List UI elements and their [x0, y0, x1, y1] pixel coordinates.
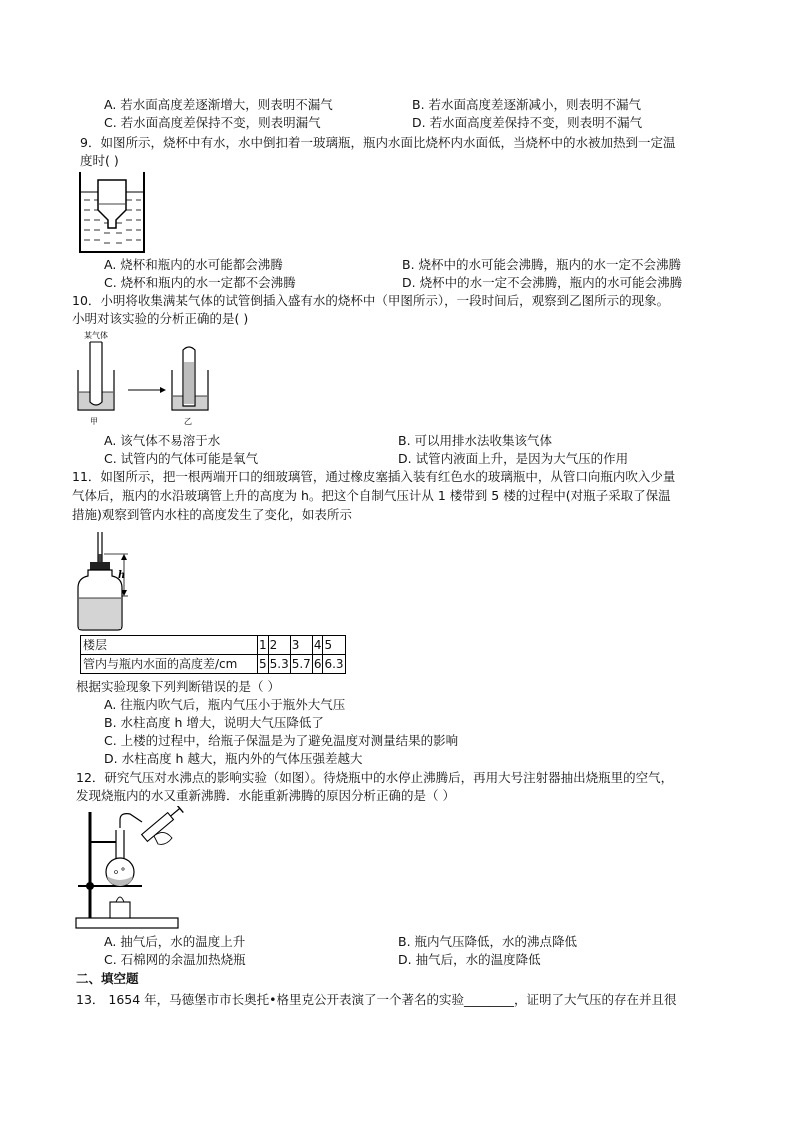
q9-option-d: D. 烧杯中的水一定不会沸腾，瓶内的水可能会沸腾: [402, 275, 683, 290]
q10-test-tube-figure: [74, 328, 224, 430]
q12-option-a: A. 抽气后，水的温度上升: [104, 934, 246, 949]
q11-stem-line1: 11．如图所示，把一根两端开口的细玻璃管，通过橡皮塞插入装有红色水的玻璃瓶中，从管口向瓶内吹入少量: [72, 469, 676, 484]
q8-option-b: B. 若水面高度差逐渐减小，则表明不漏气: [412, 97, 642, 112]
q10-option-a: A. 该气体不易溶于水: [104, 433, 221, 448]
section-title-fill-blank: 二、填空题: [76, 971, 139, 986]
q11-option-d: D. 水柱高度 h 越大，瓶内外的气体压强差越大: [104, 751, 363, 766]
q11-h-label: h: [118, 570, 126, 581]
table-cell: 3: [290, 636, 312, 655]
table-cell: 2: [268, 636, 290, 655]
q12-option-c: C. 石棉网的余温加热烧瓶: [104, 952, 246, 967]
table-header-floor: 楼层: [81, 636, 258, 655]
table-cell: 5: [258, 655, 269, 674]
q8-option-a: A. 若水面高度差逐渐增大，则表明不漏气: [104, 97, 333, 112]
q11-stem-line2: 气体后，瓶内的水沿玻璃管上升的高度为 h。把这个自制气压计从 1 楼带到 5 楼的过程中(对瓶子采取了保温: [72, 488, 671, 503]
table-cell: 6.3: [323, 655, 345, 674]
q8-option-d: D. 若水面高度差保持不变，则表明不漏气: [412, 115, 643, 130]
q9-stem-line2: 度时( ): [80, 153, 119, 168]
table-cell: 5.7: [290, 655, 312, 674]
table-row: [81, 636, 346, 655]
table-cell: 6: [312, 655, 323, 674]
q9-option-a: A. 烧杯和瓶内的水可能都会沸腾: [104, 257, 283, 272]
q10-option-b: B. 可以用排水法收集该气体: [398, 433, 553, 448]
q9-option-b: B. 烧杯中的水可能会沸腾，瓶内的水一定不会沸腾: [402, 257, 682, 272]
q10-option-d: D. 试管内液面上升，是因为大气压的作用: [398, 451, 629, 466]
q11-stem-line3: 措施)观察到管内水柱的高度发生了变化，如表所示: [72, 507, 352, 522]
q10-option-c: C. 试管内的气体可能是氧气: [104, 451, 259, 466]
q9-option-c: C. 烧杯和瓶内的水一定都不会沸腾: [104, 275, 296, 290]
table-header-height: 管内与瓶内水面的高度差/cm: [81, 655, 258, 674]
q11-option-a: A. 往瓶内吹气后，瓶内气压小于瓶外大气压: [104, 697, 346, 712]
q10-stem-line1: 10．小明将收集满某气体的试管倒插入盛有水的烧杯中（甲图所示），一段时间后，观察到乙图所示的现象。: [72, 293, 670, 308]
q11-prompt: 根据实验现象下列判断错误的是（ ）: [76, 679, 280, 694]
table-cell: 5: [323, 636, 345, 655]
q10-stem-line2: 小明对该实验的分析正确的是( ): [72, 311, 249, 326]
q12-flask-apparatus-figure: [74, 806, 184, 932]
table-row: [81, 655, 346, 674]
q12-stem-line2: 发现烧瓶内的水又重新沸腾．水能重新沸腾的原因分析正确的是（ ）: [76, 788, 455, 803]
q12-option-b: B. 瓶内气压降低，水的沸点降低: [398, 934, 578, 949]
q9-stem-line1: 9．如图所示，烧杯中有水，水中倒扣着一玻璃瓶，瓶内水面比烧杯内水面低，当烧杯中的水被加热到一定温: [80, 135, 676, 150]
q9-beaker-figure: [78, 168, 148, 256]
q10-yi-label: 乙: [184, 417, 192, 426]
q11-option-c: C. 上楼的过程中，给瓶子保温是为了避免温度对测量结果的影响: [104, 733, 459, 748]
q11-data-table: [80, 635, 346, 674]
table-cell: 5.3: [268, 655, 290, 674]
q8-option-c: C. 若水面高度差保持不变，则表明漏气: [104, 115, 321, 130]
q11-option-b: B. 水柱高度 h 增大，说明大气压降低了: [104, 715, 324, 730]
q10-jia-label: 甲: [90, 417, 98, 426]
q12-option-d: D. 抽气后，水的温度降低: [398, 952, 541, 967]
q13-stem-line1: 13． 1654 年，马德堡市市长奥托•格里克公开表演了一个著名的实验________，证明了大气压的存在并且很: [76, 992, 677, 1007]
q12-stem-line1: 12．研究气压对水沸点的影响实验（如图）。待烧瓶中的水停止沸腾后，再用大号注射器抽出烧瓶里的空气，: [76, 770, 674, 785]
q11-barometer-figure: [76, 528, 156, 632]
table-cell: 1: [258, 636, 269, 655]
table-cell: 4: [312, 636, 323, 655]
q10-gas-label: 某气体: [84, 331, 108, 340]
